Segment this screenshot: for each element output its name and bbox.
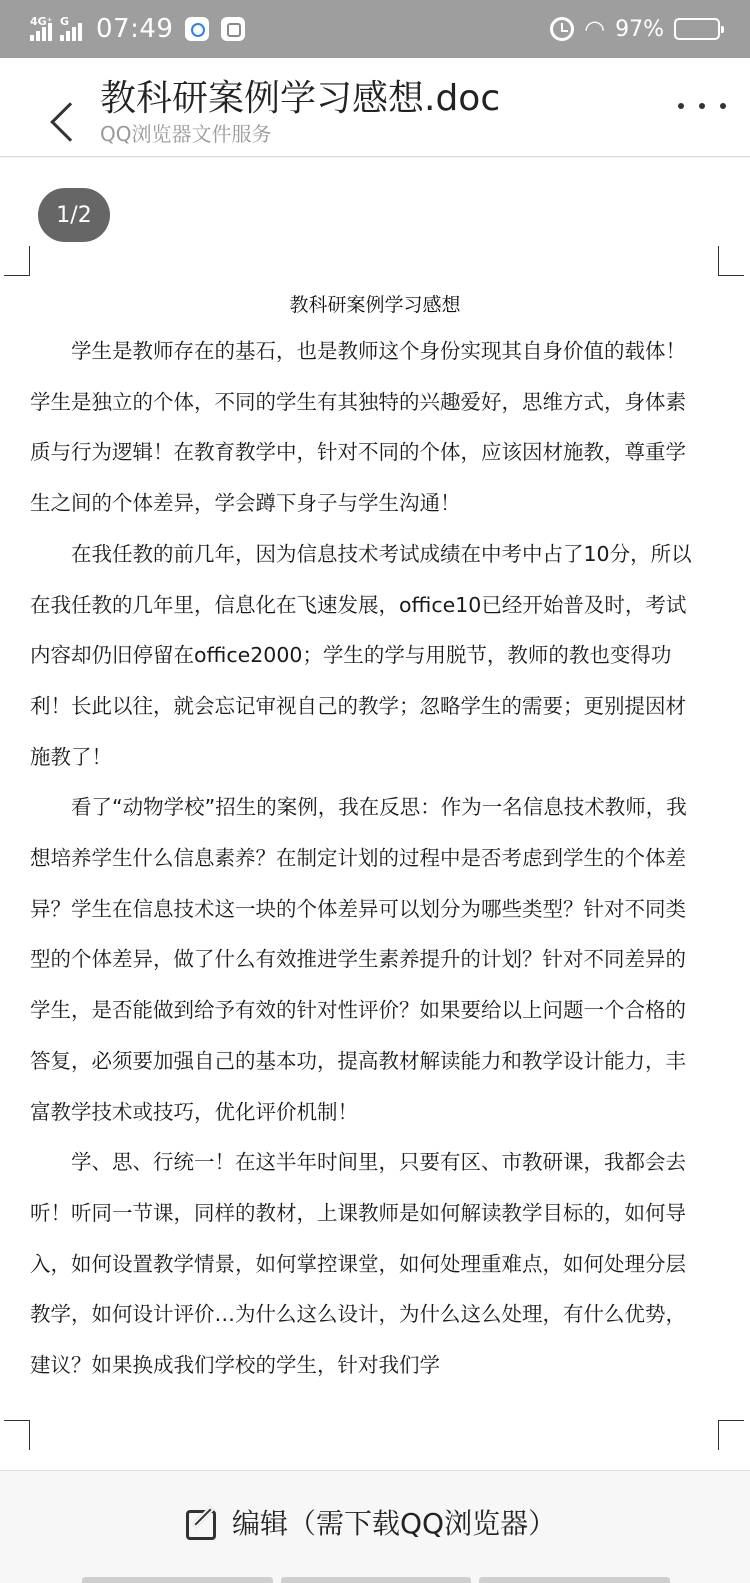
page-corner-mark: [718, 1420, 744, 1450]
more-dot-icon: [699, 103, 705, 109]
more-dot-icon: [678, 103, 684, 109]
paragraph: 看了“动物学校”招生的案例，我在反思：作为一名信息技术教师，我想培养学生什么信息素养？在制定计划的过程中是否考虑到学生的个体差异？学生在信息技术这一块的个体差异可以划分为哪些类型？针对不同类型的个体差异，做了什么有效推进学生素养提升的计划？针对不同差异的学生，是否能做到给予有效的针对性评价？如果要给以上问题一个合格的答复，必须要加强自己的基本功，提高教材解读能力和教学设计能力，丰富教学技术或技巧，优化评价机制！: [30, 795, 687, 1124]
edit-button[interactable]: [184, 1499, 556, 1545]
cellular-signal-2-icon: [60, 17, 82, 41]
network-type-label-2: G: [60, 15, 70, 28]
paragraph: 学生是教师存在的基石，也是教师这个身份实现其自身价值的载体！学生是独立的个体，不同的学生有其独特的兴趣爱好，思维方式，身体素质与行为逻辑！在教育教学中，针对不同的个体，应该因材施教，尊重学生之间的个体差异，学会蹲下身子与学生沟通！: [30, 339, 686, 516]
network-type-label: 4G⁺: [30, 15, 53, 28]
bottom-tabs-hint: [82, 1577, 670, 1583]
status-bar: [0, 0, 750, 58]
more-dot-icon: [720, 103, 726, 109]
edit-bar: [0, 1470, 750, 1583]
wifi-icon: ◠: [584, 15, 606, 43]
paragraph: 学、思、行统一！在这半年时间里，只要有区、市教研课，我都会去听！听同一节课，同样的教材，上课教师是如何解读教学目标的，如何导入，如何设置教学情景，如何掌控课堂，如何处理重难点，如何处理分层教学，如何设计评价…为什么这么设计，为什么这么处理，有什么优势，建议？如果换成我们学校的学生，针对我们学: [30, 1150, 686, 1378]
paragraph: 在我任教的前几年，因为信息技术考试成绩在中考中占了10分，所以在我任教的几年里，信息化在飞速发展，office10已经开始普及时，考试内容却仍旧停留在office2000；学生的学与用脱节，教师的教也变得功利！长此以往，就会忘记审视自己的教学；忽略学生的需要；更别提因材施教了！: [30, 541, 692, 769]
battery-percent: 97%: [615, 16, 664, 42]
page-corner-mark: [718, 246, 744, 276]
alarm-icon: [550, 17, 574, 41]
status-right: [550, 12, 720, 46]
notification-app-2-icon: [221, 17, 245, 41]
back-arrow-icon: [50, 102, 90, 142]
clock: 07:49: [96, 14, 174, 44]
app-header: [0, 58, 750, 157]
more-options-button[interactable]: [678, 88, 726, 124]
page-corner-mark: [4, 1420, 30, 1450]
document-body: [30, 326, 700, 1391]
back-button[interactable]: [20, 78, 80, 138]
notification-app-icon: [185, 17, 209, 41]
battery-icon: [674, 18, 720, 40]
document-title: 教科研案例学习感想: [289, 294, 461, 316]
status-left: [30, 12, 245, 46]
edit-label: 编辑（需下载QQ浏览器）: [232, 1507, 557, 1540]
service-subtitle: QQ浏览器文件服务: [100, 122, 272, 146]
edit-pencil-icon: [184, 1502, 224, 1542]
page-indicator: 1/2: [38, 188, 110, 242]
file-title: 教科研案例学习感想.doc: [100, 78, 501, 119]
cellular-signal-icon: [30, 17, 52, 41]
page-corner-mark: [4, 246, 30, 276]
document-viewer[interactable]: [0, 158, 750, 1470]
